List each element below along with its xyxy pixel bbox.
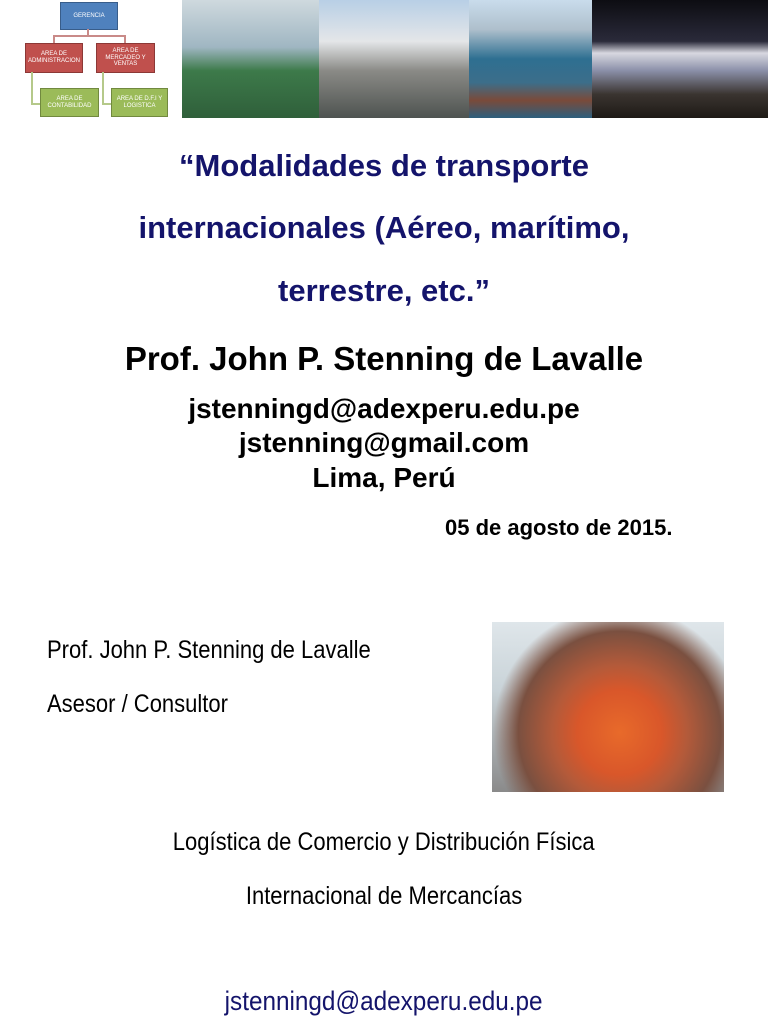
footer-email-link[interactable]: jstenningd@adexperu.edu.pe bbox=[225, 986, 543, 1016]
author-name: Prof. John P. Stenning de Lavalle bbox=[124, 340, 644, 377]
org-box-contabilidad: AREA DE CONTABILIDAD bbox=[40, 88, 99, 117]
title-line-1: “Modalidades de transporte bbox=[179, 148, 589, 183]
org-box-administracion: AREA DE ADMINISTRACION bbox=[25, 43, 83, 73]
course-line-2 bbox=[0, 882, 768, 911]
org-connector bbox=[124, 35, 126, 43]
org-connector bbox=[53, 35, 125, 37]
contact-location: Lima, Perú bbox=[312, 462, 456, 493]
contact-email-1: jstenningd@adexperu.edu.pe bbox=[188, 393, 580, 424]
footer-email[interactable] bbox=[0, 986, 768, 1017]
course-line-1-text: Logística de Comercio y Distribución Física bbox=[173, 828, 595, 856]
org-box-mercadeo: AREA DE MERCADEO Y VENTAS bbox=[96, 43, 155, 73]
org-box-gerencia: GERENCIA bbox=[60, 2, 118, 30]
ship-loading-photo bbox=[319, 0, 469, 118]
profile-role: Asesor / Consultor bbox=[47, 690, 228, 718]
contact-email-2: jstenning@gmail.com bbox=[238, 427, 530, 458]
org-connector bbox=[102, 72, 104, 104]
group-photo bbox=[492, 622, 724, 792]
course-line-1 bbox=[0, 828, 768, 857]
course-line-2-text: Internacional de Mercancías bbox=[245, 882, 523, 910]
title-line-3: terrestre, etc.” bbox=[278, 273, 490, 308]
org-connector bbox=[102, 103, 111, 105]
date: 05 de agosto de 2015. bbox=[445, 515, 673, 540]
org-connector bbox=[53, 35, 55, 43]
cargo-plane-photo bbox=[592, 0, 768, 118]
org-box-logistica: AREA DE D.F.I Y LOGISTICA bbox=[111, 88, 168, 117]
profile-name: Prof. John P. Stenning de Lavalle bbox=[47, 636, 371, 664]
org-connector bbox=[31, 72, 33, 104]
title-line-2: internacionales (Aéreo, marítimo, bbox=[138, 210, 630, 245]
port-photo bbox=[469, 0, 592, 118]
produce-boxes-photo bbox=[182, 0, 319, 118]
